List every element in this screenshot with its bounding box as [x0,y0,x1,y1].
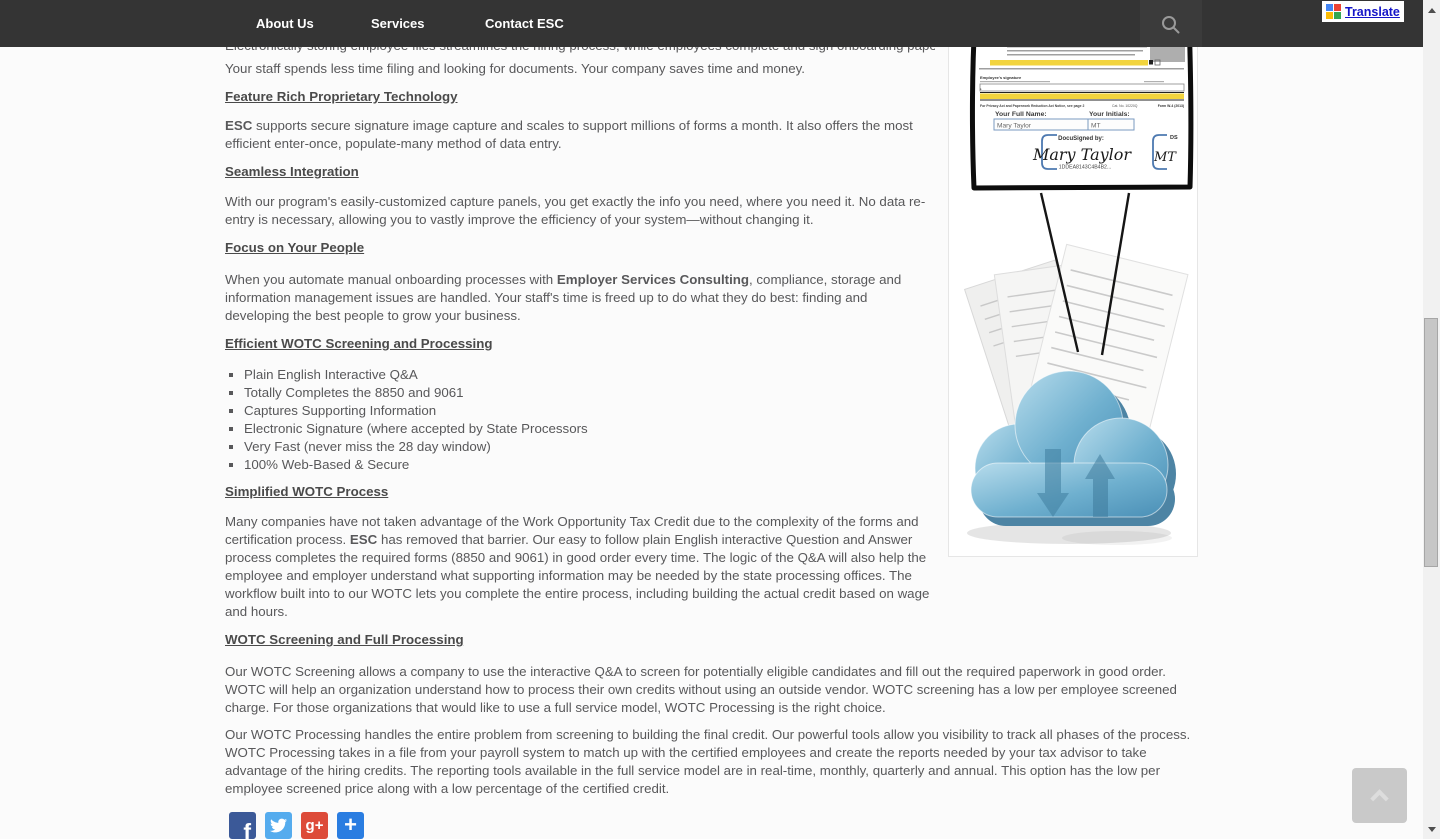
translate-label: Translate [1345,4,1400,19]
cloud-shadow-2 [1062,531,1172,545]
intro-paragraph: Your staff spends less time filing and looking for documents. Your company saves time and money. [225,61,805,76]
scrollbar-thumb[interactable] [1424,318,1438,567]
paragraph-screening: Our WOTC Screening allows a company to use the interactive Q&A to screen for potentially eligible candidates and fill out the required paperwork in good order. WOTC will help an organization understand how to process their own credits without using an outside vendor. WOTC screening has a low per employee screened charge. For those organizations that would like to use a full service model, WOTC Processing is the right choice. [225,664,1177,715]
paragraph-focus-post: , compliance, storage and information management issues are handled. Your staff's time is freed up to do what they do best: finding and developing the best people to grow your business. [225,272,902,323]
sidebar-illustration [948,20,1198,557]
nav-item-about-us[interactable]: About Us [256,16,314,31]
full-name-label: Your Full Name: [995,111,1047,118]
bold-employer-services: Employer Services Consulting [556,272,750,287]
heading-feature-rich: Feature Rich Proprietary Technology [225,89,458,104]
addtoany-share-button[interactable] [337,812,364,839]
google-translate-icon [1326,4,1341,19]
heading-seamless-integration: Seamless Integration [225,164,359,179]
bold-esc-2: ESC [349,532,378,547]
scrollbar-up-button[interactable] [1423,2,1440,18]
twitter-share-button[interactable] [265,812,292,839]
paragraph-feature-rich [225,117,935,153]
scrollbar[interactable] [1423,0,1440,839]
triangle-up-icon [1428,8,1436,13]
facebook-share-button[interactable] [229,812,256,839]
nav-item-contact-esc[interactable]: Contact ESC [485,16,564,31]
form-footer-left: For Privacy Act and Paperwork Reduction Act Notice, see page 2 [980,104,1085,108]
form-footer-mid: Cat. No. 10220Q [1112,104,1138,108]
ds-initials-script: MT [1154,150,1176,165]
list-item: ▪ Totally Completes the 8850 and 9061 [244,384,1200,402]
list-item: ▪ Electronic Signature (where accepted by State Processors [244,420,1200,438]
signature-id: 1DDEA8143C4B4B2... [1058,164,1112,171]
facebook-icon: f [243,819,251,839]
paragraph-seamless: With our program's easily-customized capture panels, you get exactly the info you need, where you need it. No data re-entry is necessary, allowing you to vastly improve the efficiency of your system—without changing it. [225,194,926,227]
list-item: ▪ Captures Supporting Information [244,402,1200,420]
form-footer-right: Form W-4 (2013) [1157,104,1184,108]
back-to-top-button[interactable] [1352,768,1407,823]
heading-simplified-wotc: Simplified WOTC Process [225,484,389,499]
googleplus-share-button[interactable] [301,812,328,839]
list-item: ▪ Very Fast (never miss the 28 day window) [244,438,1200,456]
paragraph-simplified-post: has removed that barrier. Our easy to follow plain English interactive Question and Answer process completes the required forms (8850 and 9061) in good order every time. The logic of the Q&A will also help the employee and employer understand what supporting information may be needed by the state processing offices. The workflow built into to our WOTC lets you complete the entire process, including building the actual credit based on wage and hours. [225,532,930,619]
share-plus-icon: + [344,812,357,837]
paragraph-simplified-pre: Many companies have not taken advantage of the Work Opportunity Tax Credit due to the complexity of the forms and certification process. [225,514,919,547]
ds-label: DS [1170,135,1178,141]
translate-button[interactable] [1322,1,1404,22]
search-icon[interactable] [1160,14,1182,36]
docusigned-by-label: DocuSigned by: [1058,136,1104,142]
svg-text:▸: ▸ [980,87,982,91]
paragraph-focus-pre: When you automate manual onboarding processes with [225,272,557,287]
nav-item-services[interactable]: Services [371,16,425,31]
chevron-up-icon [1370,789,1388,807]
top-nav [0,0,1423,47]
paragraph-feature-rest: supports secure signature image capture and scales to support millions of forms a month. It also offers the most efficient enter-once, populate-many method of data entry. [225,118,913,151]
list-item: ▪ 100% Web-Based & Secure [244,456,1200,474]
bold-esc: ESC [225,118,253,133]
paragraph-processing: Our WOTC Processing handles the entire problem from screening to building the final credit. Our powerful tools allow you visibility to track all phases of the process. WOTC Processing takes in a file from your payroll system to match up with the certified employees and create the reports needed by your tax advisor to take advantage of the hiring credits. The reporting tools available in the full service model are in real-time, monthly, quarterly and annual. This option has the low per employee screened price along with a low percentage of the certified credit. [225,727,1191,796]
list-item: ▪ Plain English Interactive Q&A [244,366,1200,384]
paragraph-focus [225,271,935,325]
heading-wotc-screening: WOTC Screening and Full Processing [225,632,464,647]
heading-focus-people: Focus on Your People [225,240,365,255]
scrollbar-down-button[interactable] [1423,821,1440,837]
social-share-row [229,812,1200,839]
paragraph-simplified [225,513,935,621]
docusign-cloud-illustration [949,21,1197,556]
heading-efficient-wotc: Efficient WOTC Screening and Processing [225,336,493,351]
initials-label: Your Initials: [1089,111,1130,118]
full-name-value: Mary Taylor [997,122,1031,130]
twitter-icon [270,817,287,834]
initials-value: MT [1091,122,1101,130]
googleplus-icon: g+ [305,816,324,834]
signature-row-label: Employee's signature [980,75,1022,80]
signature-script: Mary Taylor [1032,145,1132,164]
triangle-down-icon [1428,827,1436,832]
